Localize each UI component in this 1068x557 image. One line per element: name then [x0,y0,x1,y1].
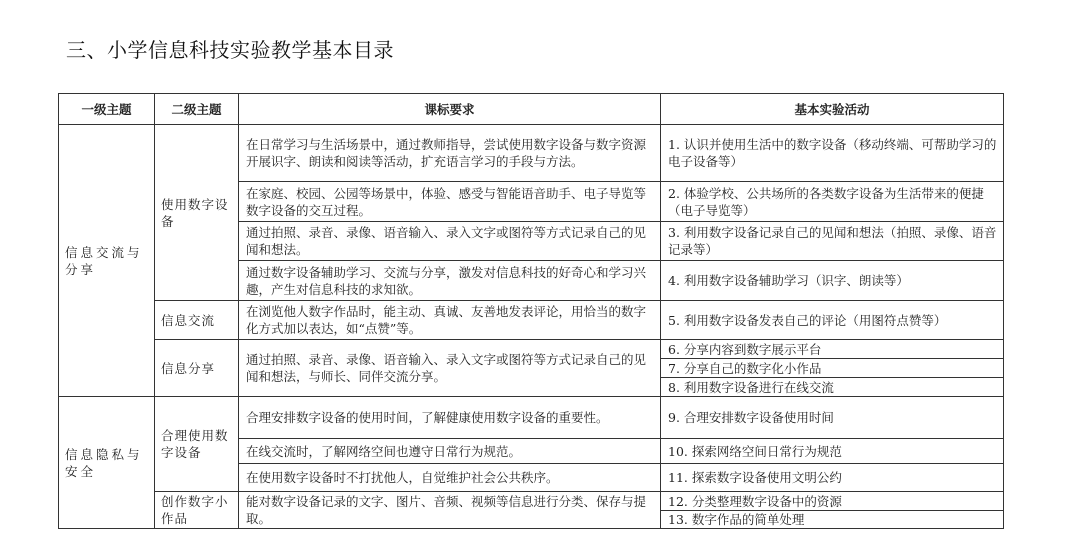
table-row [59,301,1004,340]
primary-topic-cell: 信息隐私与安全 [59,397,155,529]
header-primary-topic: 一级主题 [59,94,155,125]
table-row [59,340,1004,359]
requirement-cell: 能对数字设备记录的文字、图片、音频、视频等信息进行分类、保存与提取。 [239,492,661,529]
activity-cell: 3. 利用数字设备记录自己的见闻和想法（拍照、录像、语音记录等） [661,222,1004,261]
requirement-cell: 在日常学习与生活场景中，通过教师指导，尝试使用数字设备与数字资源开展识字、朗读和阅读等活动，扩充语言学习的手段与方法。 [239,125,661,182]
header-basic-activity: 基本实验活动 [661,94,1004,125]
header-secondary-topic: 二级主题 [155,94,239,125]
header-curriculum-requirement: 课标要求 [239,94,661,125]
activity-cell: 8. 利用数字设备进行在线交流 [661,378,1004,397]
requirement-cell: 在家庭、校园、公园等场景中，体验、感受与智能语音助手、电子导览等数字设备的交互过程。 [239,182,661,222]
requirement-cell: 通过拍照、录音、录像、语音输入、录入文字或图符等方式记录自己的见闻和想法。 [239,222,661,261]
activity-cell: 13. 数字作品的简单处理 [661,511,1004,529]
page-title: 三、小学信息科技实验教学基本目录 [66,38,394,62]
activity-cell: 10. 探索网络空间日常行为规范 [661,439,1004,464]
requirement-cell: 在使用数字设备时不打扰他人，自觉维护社会公共秩序。 [239,464,661,492]
activity-cell: 4. 利用数字设备辅助学习（识字、朗读等） [661,261,1004,301]
requirement-cell: 合理安排数字设备的使用时间，了解健康使用数字设备的重要性。 [239,397,661,439]
activity-cell: 1. 认识并使用生活中的数字设备（移动终端、可帮助学习的电子设备等） [661,125,1004,182]
experiment-catalog-table [58,93,1004,529]
activity-cell: 5. 利用数字设备发表自己的评论（用图符点赞等） [661,301,1004,340]
activity-cell: 2. 体验学校、公共场所的各类数字设备为生活带来的便捷（电子导览等） [661,182,1004,222]
requirement-cell: 通过拍照、录音、录像、语音输入、录入文字或图符等方式记录自己的见闻和想法，与师长、同伴交流分享。 [239,340,661,397]
secondary-topic-cell: 合理使用数字设备 [155,397,239,492]
secondary-topic-cell: 信息交流 [155,301,239,340]
table-row [59,125,1004,182]
requirement-cell: 在浏览他人数字作品时，能主动、真诚、友善地发表评论，用恰当的数字化方式加以表达，如“点赞”等。 [239,301,661,340]
primary-topic-cell: 信息交流与分享 [59,125,155,397]
secondary-topic-cell: 创作数字小作品 [155,492,239,529]
activity-cell: 7. 分享自己的数字化小作品 [661,359,1004,378]
activity-cell: 9. 合理安排数字设备使用时间 [661,397,1004,439]
requirement-cell: 通过数字设备辅助学习、交流与分享，激发对信息科技的好奇心和学习兴趣，产生对信息科技的求知欲。 [239,261,661,301]
secondary-topic-cell: 信息分享 [155,340,239,397]
activity-cell: 6. 分享内容到数字展示平台 [661,340,1004,359]
table-header-row [59,94,1004,125]
table-row [59,492,1004,511]
requirement-cell: 在线交流时，了解网络空间也遵守日常行为规范。 [239,439,661,464]
table-row [59,397,1004,439]
activity-cell: 12. 分类整理数字设备中的资源 [661,492,1004,511]
activity-cell: 11. 探索数字设备使用文明公约 [661,464,1004,492]
secondary-topic-cell: 使用数字设备 [155,125,239,301]
